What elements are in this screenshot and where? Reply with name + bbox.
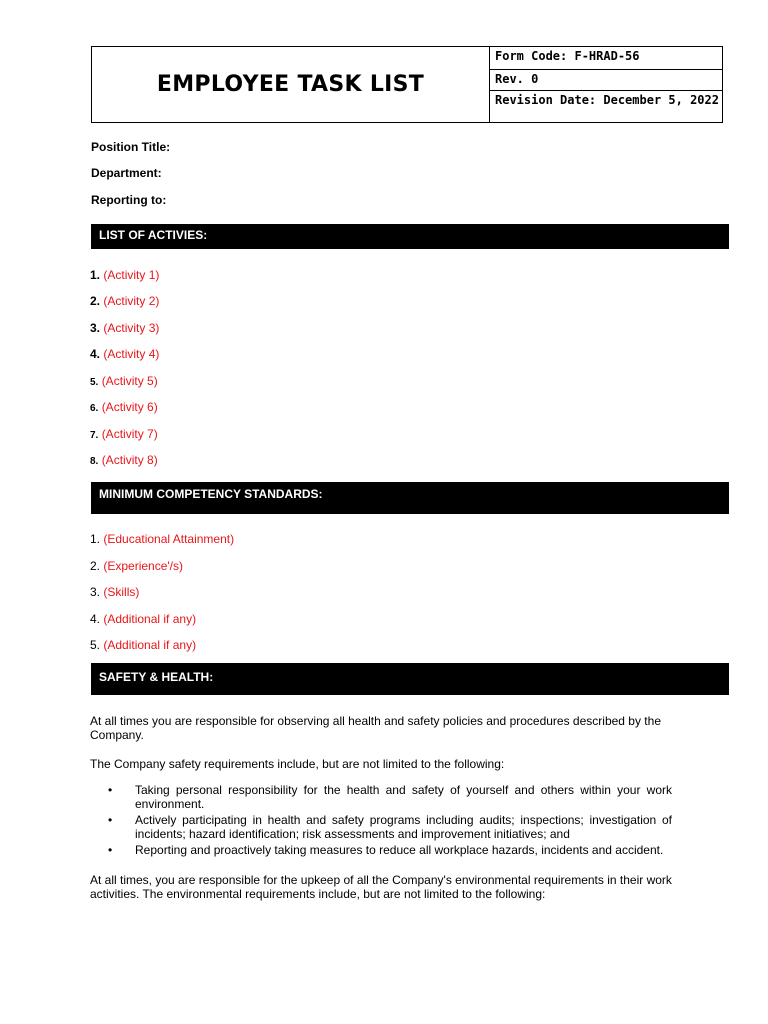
item-number: 2. [90, 294, 101, 308]
activities-heading: LIST OF ACTIVIES: [91, 224, 729, 249]
competency-heading: MINIMUM COMPETENCY STANDARDS: [91, 482, 729, 514]
item-number: 2. [90, 559, 101, 573]
bullet-icon: • [108, 783, 113, 797]
form-code: Form Code: F-HRAD-56 [490, 47, 722, 70]
bullet-text: Reporting and proactively taking measures to reduce all workplace hazards, incidents and accident. [135, 843, 664, 857]
item-number: 6. [90, 403, 99, 414]
item-text: (Activity 8) [101, 453, 158, 467]
item-text: (Activity 1) [103, 268, 160, 282]
list-item [90, 427, 158, 441]
position-title-label: Position Title: [91, 140, 171, 154]
list-item [90, 347, 159, 361]
item-number: 8. [90, 456, 99, 467]
list-item [90, 559, 183, 573]
item-number: 7. [90, 430, 99, 441]
form-header-table [91, 46, 723, 123]
list-item [90, 321, 159, 335]
item-number: 3. [90, 585, 101, 599]
item-number: 4. [90, 347, 101, 361]
bullet-item [108, 813, 673, 843]
item-text: (Educational Attainment) [103, 532, 235, 546]
item-text: (Additional if any) [103, 638, 197, 652]
bullet-icon: • [108, 843, 113, 857]
reporting-to-label: Reporting to: [91, 193, 167, 207]
item-number: 1. [90, 532, 101, 546]
list-item [90, 400, 158, 414]
safety-paragraph-2: The Company safety requirements include, but are not limited to the following: [90, 757, 505, 771]
list-item [90, 374, 158, 388]
item-number: 3. [90, 321, 101, 335]
item-text: (Activity 5) [101, 374, 158, 388]
bullet-text: Actively participating in health and safety programs including audits; inspections; investigation of incidents; hazard identification; risk assessments and improvement initiatives; and [135, 813, 672, 841]
revision-number: Rev. 0 [490, 70, 722, 91]
list-item [90, 453, 158, 467]
item-text: (Activity 7) [101, 427, 158, 441]
list-item [90, 268, 159, 282]
revision-date: Revision Date: December 5, 2022 [495, 93, 719, 107]
item-text: (Activity 4) [103, 347, 160, 361]
list-item [90, 532, 234, 546]
bullet-item [108, 843, 673, 873]
item-number: 1. [90, 268, 101, 282]
department-label: Department: [91, 166, 162, 180]
list-item [90, 294, 159, 308]
item-text: (Activity 6) [101, 400, 158, 414]
item-number: 5. [90, 377, 99, 388]
item-text: (Skills) [103, 585, 140, 599]
safety-paragraph-3: At all times, you are responsible for the upkeep of all the Company's environmental requirements in their work activities. The environmental requirements include, but are not limited to the following: [90, 873, 672, 901]
list-item [90, 638, 196, 652]
safety-paragraph-1: At all times you are responsible for observing all health and safety policies and procedures described by the Company. [90, 714, 661, 742]
item-number: 5. [90, 638, 101, 652]
bullet-text: Taking personal responsibility for the health and safety of yourself and others within your work environment. [135, 783, 672, 811]
bullet-item [108, 783, 673, 813]
item-text: (Additional if any) [103, 612, 197, 626]
document-title: EMPLOYEE TASK LIST [92, 47, 490, 122]
safety-heading: SAFETY & HEALTH: [91, 663, 729, 695]
item-text: (Activity 2) [103, 294, 160, 308]
bullet-icon: • [108, 813, 113, 827]
list-item [90, 585, 139, 599]
item-number: 4. [90, 612, 101, 626]
list-item [90, 612, 196, 626]
item-text: (Experience'/s) [103, 559, 184, 573]
item-text: (Activity 3) [103, 321, 160, 335]
